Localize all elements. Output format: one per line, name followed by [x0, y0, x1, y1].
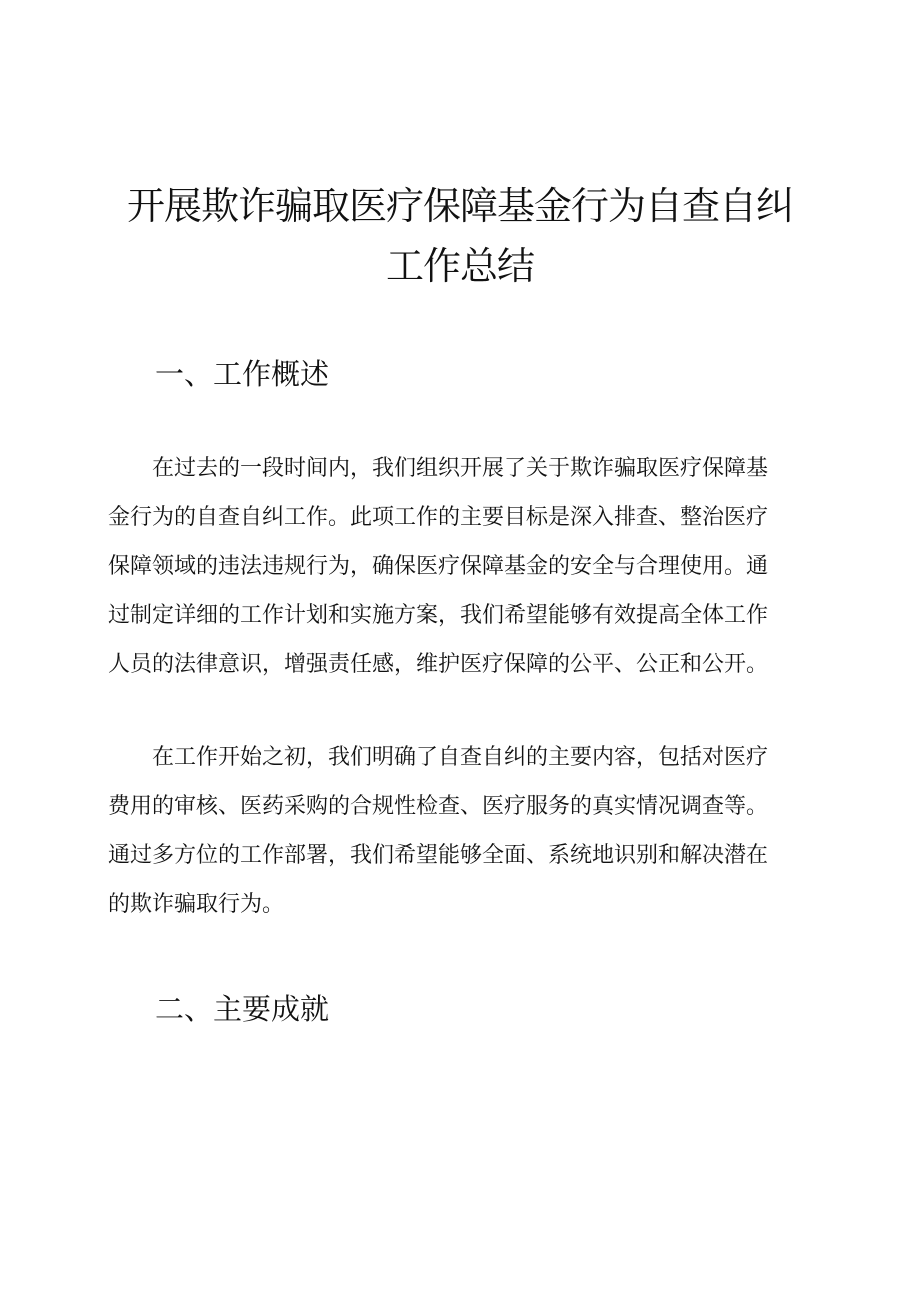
document-title-line-2: 工作总结: [385, 244, 534, 288]
paragraph-line: 人员的法律意识，增强责任感，维护医疗保障的公平、公正和公开。: [108, 652, 769, 677]
paragraph-line: 保障领域的违法违规行为，确保医疗保障基金的安全与合理使用。通: [108, 554, 769, 579]
paragraph-line: 在过去的一段时间内，我们组织开展了关于欺诈骗取医疗保障基: [152, 456, 769, 481]
paragraph-line: 过制定详细的工作计划和实施方案，我们希望能够有效提高全体工作: [108, 603, 769, 628]
paragraph-line: 的欺诈骗取行为。: [108, 892, 285, 917]
paragraph-line: 在工作开始之初，我们明确了自查自纠的主要内容，包括对医疗: [152, 745, 769, 770]
paragraph-overview-2: [108, 733, 808, 929]
document-title-line-1: 开展欺诈骗取医疗保障基金行为自查自纠: [126, 184, 793, 228]
paragraph-overview-1: [108, 444, 808, 689]
section-heading-achievements: 二、主要成就: [155, 992, 330, 1026]
paragraph-line: 金行为的自查自纠工作。此项工作的主要目标是深入排查、整治医疗: [108, 505, 769, 530]
paragraph-line: 费用的审核、医药采购的合规性检查、医疗服务的真实情况调查等。: [108, 794, 769, 819]
section-heading-overview: 一、工作概述: [155, 357, 330, 391]
paragraph-line: 通过多方位的工作部署，我们希望能够全面、系统地识别和解决潜在: [108, 843, 769, 868]
